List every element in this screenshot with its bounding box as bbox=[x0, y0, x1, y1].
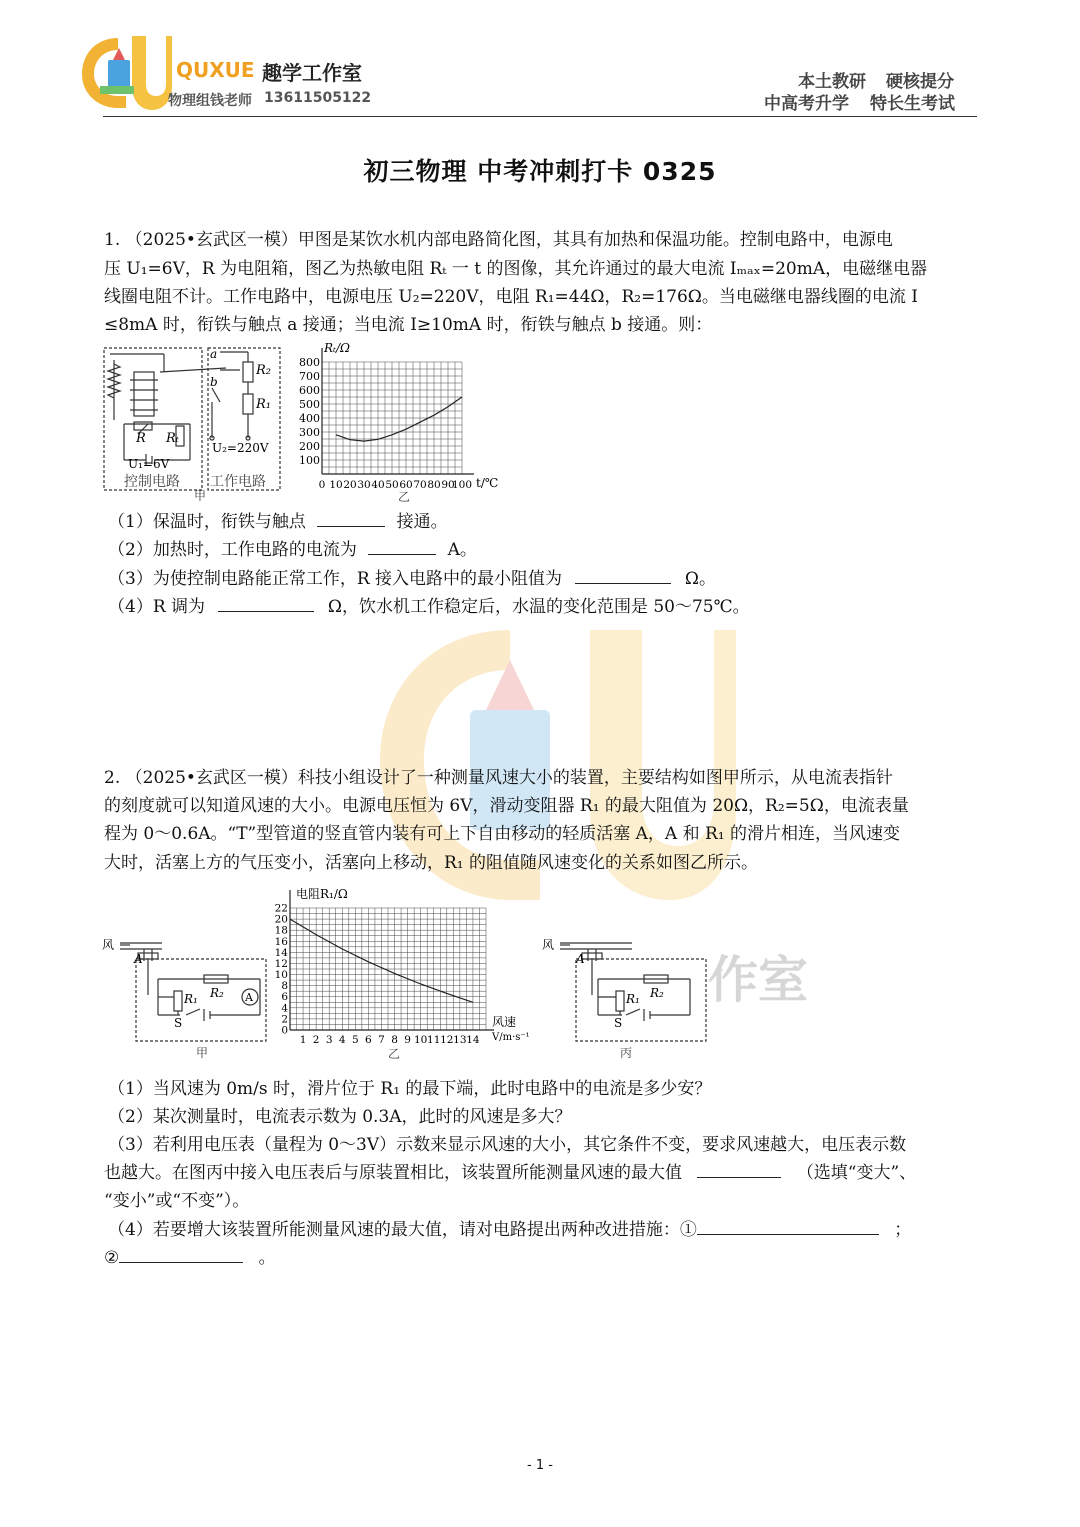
page-number: - 1 - bbox=[527, 1458, 553, 1473]
q2-bing-label-a: A bbox=[576, 952, 585, 966]
chart1-x-tick: 90 bbox=[441, 479, 455, 491]
q2-sub-3a: （3）若利用电压表（量程为 0～3V）示数来显示风速的大小，其它条件不变，要求风速越大，电压表示数 bbox=[108, 1135, 907, 1155]
q1-answer-blank-2[interactable] bbox=[368, 536, 436, 555]
chart2-xlabel: 风速 bbox=[492, 1015, 517, 1029]
fig1-label-ctrl: 控制电路 bbox=[124, 474, 180, 490]
q1-answer-blank-1[interactable] bbox=[317, 508, 385, 527]
fig1-label-a: a bbox=[210, 347, 218, 361]
fig1-label-u1: U₁=6V bbox=[128, 457, 170, 471]
q2-line-2: 的刻度就可以知道风速的大小。电源电压恒为 6V，滑动变阻器 R₁ 的最大阻值为 20Ω，R₂=5Ω，电流表量 bbox=[104, 796, 909, 816]
chart2-y-tick: 20 bbox=[274, 913, 288, 926]
chart2-y-tick: 16 bbox=[274, 935, 288, 948]
q2-jia-label-r1: R₁ bbox=[184, 992, 198, 1006]
q2-line-3: 程为 0～0.6A。“T”型管道的竖直管内装有可上下自由移动的轻质活塞 A，A 和 R₁ 的滑片相连，当风速变 bbox=[104, 824, 901, 844]
slogan-2b: 特长生考试 bbox=[870, 94, 955, 114]
chart1-xlabel: t/℃ bbox=[476, 476, 499, 490]
q2-sub-2: （2）某次测量时，电流表示数为 0.3A，此时的风速是多大？ bbox=[108, 1107, 572, 1127]
q1-sub-2: （2）加热时，工作电路的电流为 A。 bbox=[108, 536, 477, 564]
q1-line-1: 1. （2025•玄武区一模）甲图是某饮水机内部电路简化图，其具有加热和保温功能。控制电路中，电源电 bbox=[104, 230, 893, 250]
fig1-label-r: R bbox=[136, 431, 146, 446]
chart2-y-tick: 18 bbox=[274, 924, 288, 937]
chart2-y-tick: 10 bbox=[274, 969, 288, 982]
chart2-x-tick: 3 bbox=[325, 1034, 333, 1046]
q2-sub-4c: ② 。 bbox=[104, 1244, 276, 1272]
q1-line-3: 线圈电阻不计。工作电路中，电源电压 U₂=220V，电阻 R₁=44Ω，R₂=176Ω。当电磁继电器线圈的电流 I bbox=[104, 287, 919, 307]
chart1-y-tick: 100 bbox=[299, 454, 320, 467]
logo-icon bbox=[78, 30, 173, 112]
q2-circuit-jia bbox=[100, 935, 272, 1063]
chart2-x-tick: 11 bbox=[427, 1034, 441, 1046]
chart2-ylabel: 电阻R₁/Ω bbox=[296, 887, 348, 901]
q1-sub-1: （1）保温时，衔铁与触点 接通。 bbox=[108, 508, 448, 536]
slogan-1a: 本土教研 bbox=[798, 72, 866, 92]
q1-sub-3: （3）为使控制电路能正常工作，R 接入电路中的最小阻值为 Ω。 bbox=[108, 565, 716, 593]
chart1-y-tick: 700 bbox=[299, 370, 320, 383]
chart2-x-tick: 6 bbox=[365, 1034, 372, 1046]
q2-bing-label-s: S bbox=[614, 1016, 623, 1030]
chart1-x-tick: 50 bbox=[385, 479, 399, 491]
q2-sub-3b: 也越大。在图丙中接入电压表后与原装置相比，该装置所能测量风速的最大值 （选填“变大”、 bbox=[104, 1159, 916, 1187]
chart2-y-tick: 22 bbox=[274, 902, 288, 915]
chart1-ylabel: Rₜ/Ω bbox=[324, 341, 350, 355]
q1-circuit-figure bbox=[100, 342, 286, 502]
chart1-x-tick: 10 bbox=[329, 479, 343, 491]
chart2-x-tick: 4 bbox=[338, 1034, 346, 1046]
chart1-x-tick: 40 bbox=[371, 479, 385, 491]
chart2-x-tick: 14 bbox=[466, 1034, 480, 1046]
header-divider bbox=[103, 116, 977, 117]
chart1-x-tick: 70 bbox=[413, 479, 427, 491]
chart2-x-tick: 13 bbox=[453, 1034, 467, 1046]
page-title: 初三物理 中考冲刺打卡 0325 bbox=[363, 157, 717, 186]
chart1-y-tick: 800 bbox=[299, 356, 320, 369]
q2-jia-wind: 风 bbox=[102, 938, 115, 952]
q2-sub-3d: “变小”或“不变”）。 bbox=[104, 1191, 250, 1211]
q2-jia-ammeter: A bbox=[245, 991, 253, 1004]
q2-circuit-bing bbox=[540, 935, 712, 1063]
q2-line-4: 大时，活塞上方的气压变小，活塞向上移动，R₁ 的阻值随风速变化的关系如图乙所示。 bbox=[104, 853, 759, 873]
chart1-x-tick: 80 bbox=[427, 479, 441, 491]
q2-answer-blank-4b[interactable] bbox=[119, 1244, 243, 1263]
q2-resistance-chart bbox=[270, 882, 538, 1062]
chart1-y-tick: 400 bbox=[299, 412, 320, 425]
chart2-x-tick: 2 bbox=[312, 1034, 320, 1046]
chart2-xunit: V/m·s⁻¹ bbox=[492, 1032, 530, 1043]
q2-sub-4: （4）若要增大该装置所能测量风速的最大值，请对电路提出两种改进措施：① ； bbox=[108, 1216, 911, 1244]
chart1-x-tick: 20 bbox=[343, 479, 357, 491]
q1-answer-blank-3[interactable] bbox=[575, 565, 671, 584]
fig1-label-r2: R₂ bbox=[256, 363, 271, 378]
q1-line-4: ≤8mA 时，衔铁与触点 a 接通；当电流 I≥10mA 时，衔铁与触点 b 接通。则： bbox=[104, 315, 713, 335]
q2-jia-fig-label: 甲 bbox=[196, 1046, 209, 1060]
q2-sub-1: （1）当风速为 0m/s 时，滑片位于 R₁ 的最下端，此时电路中的电流是多少安？ bbox=[108, 1079, 712, 1099]
q2-jia-label-a: A bbox=[134, 952, 143, 966]
q2-bing-wind: 风 bbox=[542, 938, 555, 952]
chart1-y-tick: 600 bbox=[299, 384, 320, 397]
q2-jia-label-s: S bbox=[174, 1016, 183, 1030]
teacher-name: 物理组钱老师 bbox=[168, 93, 252, 109]
fig1-label-b: b bbox=[210, 375, 218, 389]
chart2-y-tick: 2 bbox=[281, 1013, 288, 1026]
fig1-label-jia: 甲 bbox=[194, 489, 207, 502]
fig1-label-r1: R₁ bbox=[256, 397, 271, 412]
teacher-phone: 13611505122 bbox=[264, 90, 372, 106]
chart2-x-tick: 12 bbox=[440, 1034, 454, 1046]
chart1-y-tick: 200 bbox=[299, 440, 320, 453]
chart2-y-tick: 14 bbox=[274, 946, 288, 959]
q2-answer-blank-3[interactable] bbox=[697, 1159, 781, 1178]
q1-line-2: 压 U₁=6V，R 为电阻箱，图乙为热敏电阻 Rₜ 一 t 的图像，其允许通过的最大电流 Iₘₐₓ=20mA，电磁继电器 bbox=[104, 259, 928, 279]
chart1-y-tick: 300 bbox=[299, 426, 320, 439]
chart2-x-tick: 7 bbox=[378, 1034, 385, 1046]
chart2-y-tick: 4 bbox=[281, 1002, 288, 1015]
q2-bing-label-r2: R₂ bbox=[650, 986, 664, 1000]
logo bbox=[78, 30, 173, 112]
chart2-y-tick: 12 bbox=[274, 957, 288, 970]
chart1-x-tick: 100 bbox=[451, 479, 473, 491]
slogan-1b: 硬核提分 bbox=[886, 72, 954, 92]
brand-en: QUXUE bbox=[176, 58, 255, 82]
brand-cn: 趣学工作室 bbox=[262, 61, 362, 85]
q2-line-1: 2. （2025•玄武区一模）科技小组设计了一种测量风速大小的装置，主要结构如图甲所示，从电流表指针 bbox=[104, 768, 893, 788]
chart2-x-tick: 9 bbox=[404, 1034, 411, 1046]
q2-bing-label-r1: R₁ bbox=[626, 992, 640, 1006]
chart2-y-tick: 8 bbox=[281, 980, 288, 993]
chart1-x-tick: 60 bbox=[399, 479, 413, 491]
q2-jia-label-r2: R₂ bbox=[210, 986, 224, 1000]
chart2-label: 乙 bbox=[388, 1047, 401, 1061]
q1-rt-chart bbox=[290, 340, 512, 504]
chart1-label: 乙 bbox=[398, 490, 411, 504]
fig1-label-u2: U₂=220V bbox=[212, 441, 269, 455]
chart2-x-tick: 5 bbox=[351, 1034, 359, 1046]
chart1-x-tick: 0 bbox=[318, 479, 326, 491]
q2-bing-fig-label: 丙 bbox=[620, 1046, 633, 1060]
fig1-label-work: 工作电路 bbox=[210, 474, 266, 490]
chart1-y-tick: 500 bbox=[299, 398, 320, 411]
chart2-y-tick: 6 bbox=[281, 991, 288, 1004]
slogan-2a: 中高考升学 bbox=[764, 94, 849, 114]
watermark-text: 作室 bbox=[708, 951, 808, 1009]
q1-answer-blank-4[interactable] bbox=[218, 593, 314, 612]
q2-answer-blank-4a[interactable] bbox=[697, 1216, 879, 1235]
chart1-x-tick: 30 bbox=[357, 479, 371, 491]
chart2-x-tick: 1 bbox=[299, 1034, 307, 1046]
chart2-x-tick: 10 bbox=[413, 1034, 428, 1046]
chart2-y-tick: 0 bbox=[281, 1024, 288, 1037]
q1-sub-4: （4）R 调为 Ω，饮水机工作稳定后，水温的变化范围是 50～75℃。 bbox=[108, 593, 750, 621]
fig1-label-rt: Rₜ bbox=[166, 431, 179, 446]
chart2-x-tick: 8 bbox=[391, 1034, 398, 1046]
